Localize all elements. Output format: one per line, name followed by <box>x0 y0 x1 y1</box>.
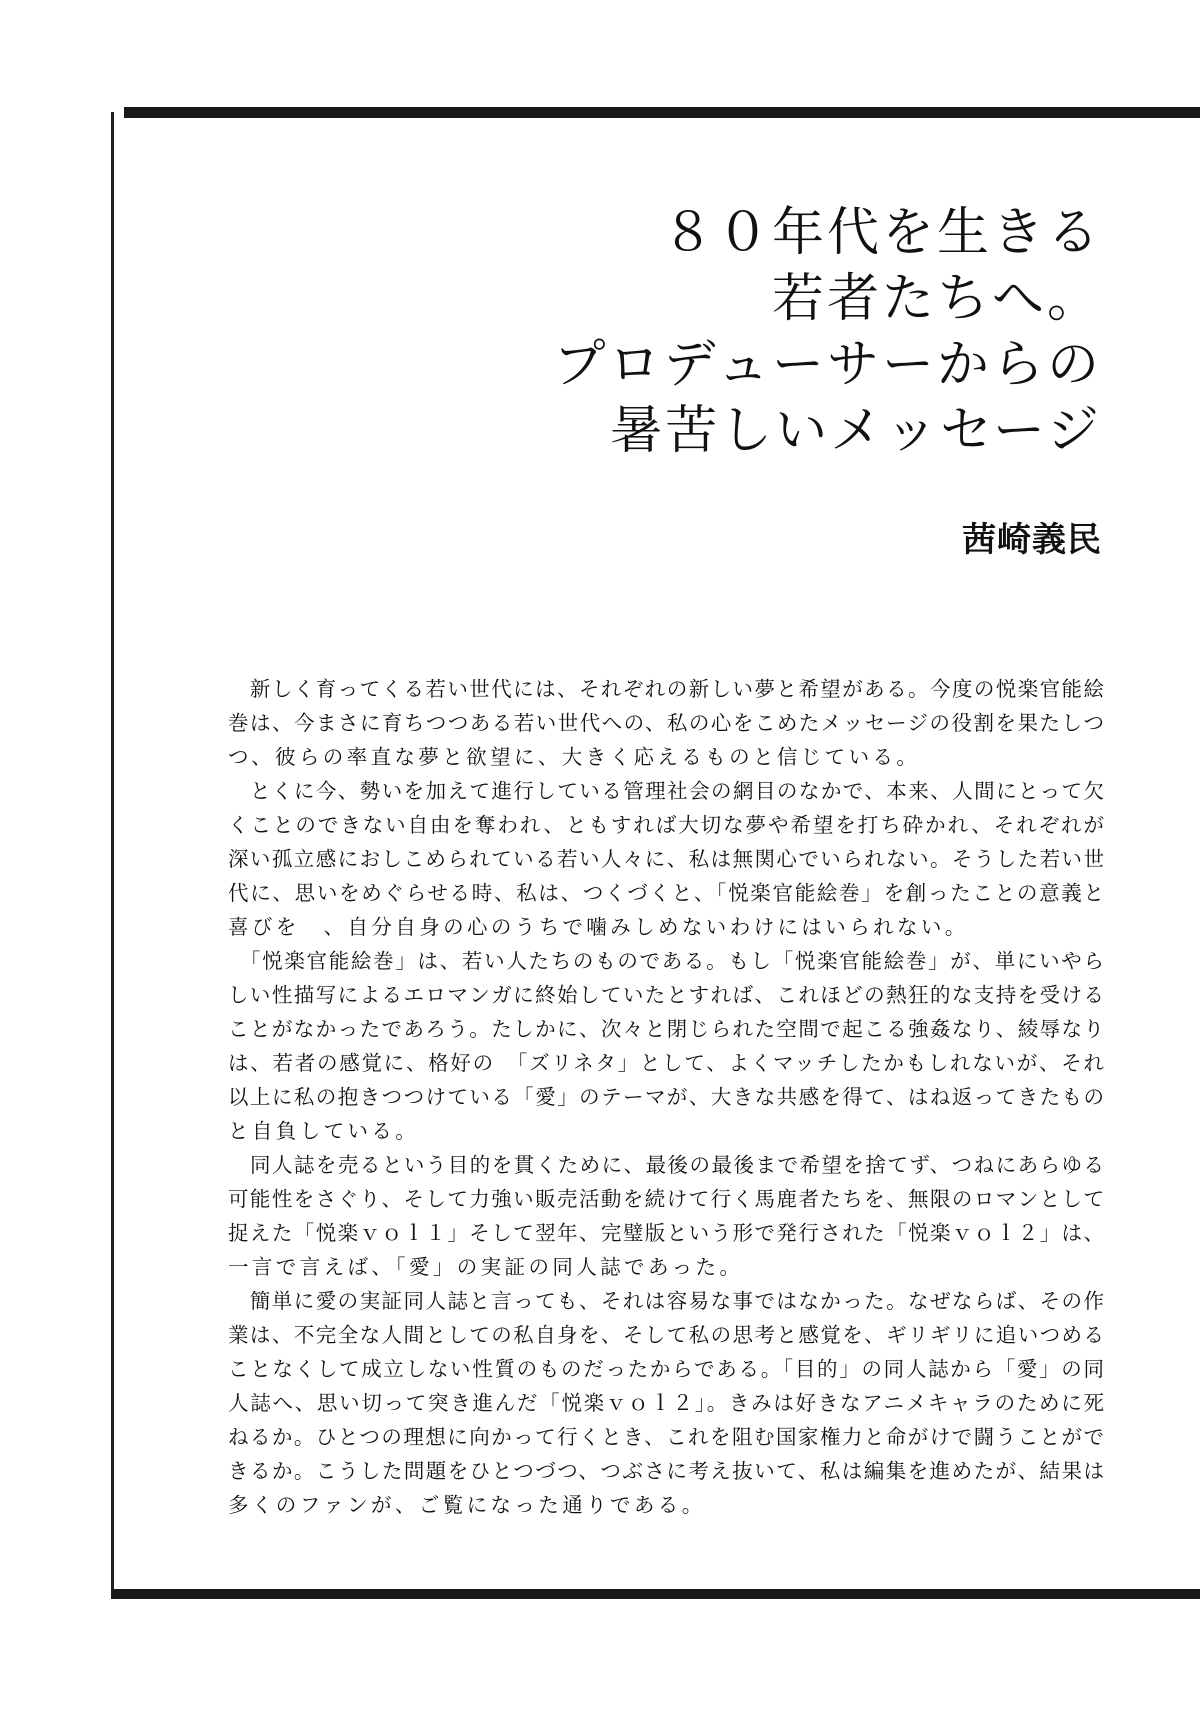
paragraph <box>228 672 1104 774</box>
text-line: 簡単に愛の実証同人誌と言っても、それは容易な事ではなかった。なぜならば、その作 <box>228 1289 1104 1313</box>
paragraph <box>228 1284 1104 1522</box>
text-line: とくに今、勢いを加えて進行している管理社会の網目のなかで、本来、人間にとって欠 <box>228 779 1104 803</box>
text-line: 新しく育ってくる若い世代には、それぞれの新しい夢と希望がある。今度の悦楽官能絵 <box>228 677 1104 701</box>
text-line: くことのできない自由を奪われ、ともすれば大切な夢や希望を打ち砕かれ、それぞれが <box>228 813 1104 837</box>
text-line: 業は、不完全な人間としての私自身を、そして私の思考と感覚を、ギリギリに追いつめる <box>228 1323 1104 1347</box>
title-line: 若者たちへ。 <box>771 269 1102 329</box>
text-line: 代に、思いをめぐらせる時、私は、つくづくと、「悦楽官能絵巻」を創ったことの意義と <box>228 881 1104 905</box>
top-border-rule <box>124 107 1200 118</box>
text-line: 捉えた「悦楽ｖｏｌ１」そして翌年、完璧版という形で発行された「悦楽ｖｏｌ２」は、 <box>228 1221 1104 1245</box>
text-line: ねるか。ひとつの理想に向かって行くとき、これを阻む国家権力と命がけで闘うことがで <box>228 1425 1104 1449</box>
paragraph <box>228 774 1104 944</box>
paragraph <box>228 944 1104 1148</box>
text-line: 喜びを 、自分自身の心のうちで噛みしめないわけにはいられない。 <box>228 915 969 939</box>
text-line: 可能性をさぐり、そして力強い販売活動を続けて行く馬鹿者たちを、無限のロマンとして <box>228 1187 1104 1211</box>
title-line: 暑苦しいメッセージ <box>610 401 1102 461</box>
text-line: ことがなかったであろう。たしかに、次々と閉じられた空間で起こる強姦なり、綾辱なり <box>228 1017 1104 1041</box>
text-line: しい性描写によるエロマンガに終始していたとすれば、これほどの熱狂的な支持を受ける <box>228 983 1104 1007</box>
text-line: と自負している。 <box>228 1119 420 1143</box>
text-line: 以上に私の抱きつつけている「愛」のテーマが、大きな共感を得て、はね返ってきたもの <box>228 1085 1104 1109</box>
text-line: は、若者の感覚に、格好の 「ズリネタ」として、よくマッチしたかもしれないが、それ <box>228 1051 1104 1075</box>
paragraph <box>228 1148 1104 1284</box>
text-line: 同人誌を売るという目的を貫くために、最後の最後まで希望を捨てず、つねにあらゆる <box>228 1153 1104 1177</box>
article-body <box>228 672 1104 1522</box>
text-line: きるか。こうした問題をひとつづつ、つぶさに考え抜いて、私は編集を進めたが、結果は <box>228 1459 1104 1483</box>
text-line: 多くのファンが、ご覧になった通りである。 <box>228 1493 706 1517</box>
title-line: プロデューサーからの <box>553 335 1102 395</box>
author-name: 茜崎義民 <box>962 520 1102 560</box>
bottom-border-rule <box>111 1589 1200 1599</box>
text-line: 人誌へ、思い切って突き進んだ「悦楽ｖｏｌ２」。きみは好きなアニメキャラのために死 <box>228 1391 1104 1415</box>
text-line: 深い孤立感におしこめられている若い人々に、私は無関心でいられない。そうした若い世 <box>228 847 1104 871</box>
text-line: ことなくして成立しない性質のものだったからである。「目的」の同人誌から「愛」の同 <box>228 1357 1104 1381</box>
text-line: 「悦楽官能絵巻」は、若い人たちのものである。もし「悦楽官能絵巻」が、単にいやら <box>228 949 1104 973</box>
title-line: ８０年代を生きる <box>661 203 1102 263</box>
text-line: つ、彼らの率直な夢と欲望に、大きく応えるものと信じている。 <box>228 745 921 769</box>
article-title <box>554 200 1102 464</box>
left-border-rule <box>111 112 114 1592</box>
text-line: 一言で言えば、「愛」の実証の同人誌であった。 <box>228 1255 744 1279</box>
text-line: 巻は、今まさに育ちつつある若い世代への、私の心をこめたメッセージの役割を果たしつ <box>228 711 1104 735</box>
